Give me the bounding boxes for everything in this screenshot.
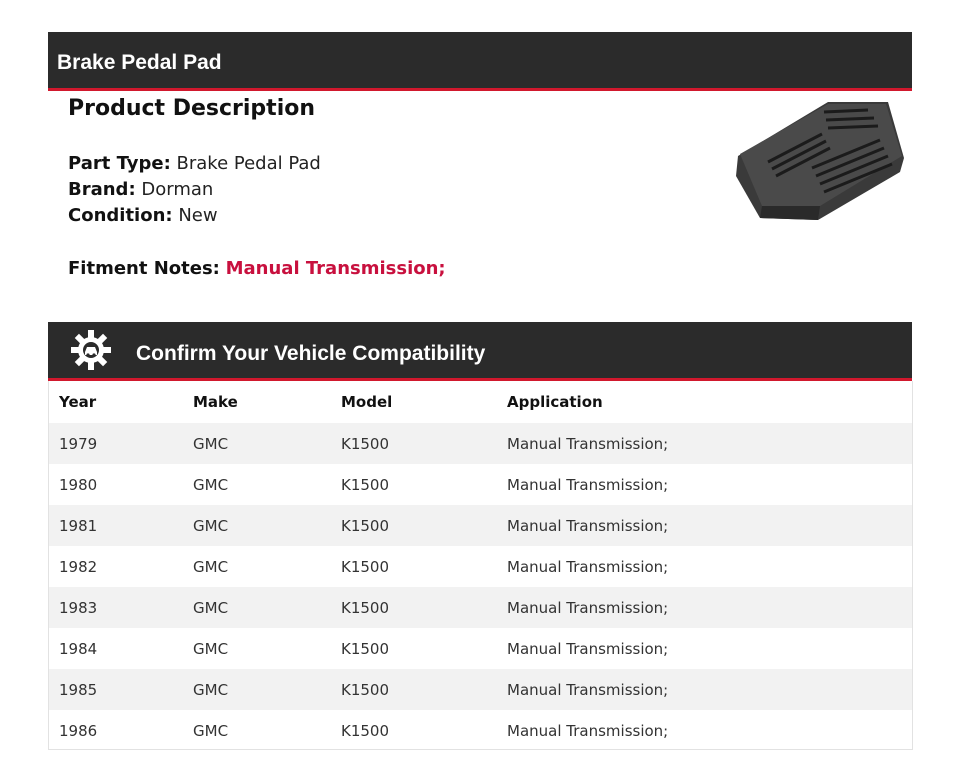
brand-label: Brand: — [68, 179, 136, 200]
cell-model: K1500 — [341, 475, 390, 494]
fitment-value: Manual Transmission; — [225, 258, 446, 279]
column-make: Make — [193, 393, 238, 411]
part-type-row — [68, 153, 321, 174]
cell-application: Manual Transmission; — [507, 587, 912, 628]
product-title: Brake Pedal Pad — [57, 51, 222, 74]
table-row — [49, 669, 912, 710]
table-row — [49, 587, 912, 628]
cell-model: K1500 — [341, 639, 390, 658]
table-header-row — [49, 381, 912, 423]
compatibility-header — [48, 322, 912, 381]
column-model: Model — [341, 393, 393, 411]
table-row — [49, 505, 912, 546]
cell-model: K1500 — [341, 557, 390, 576]
brand-value: Dorman — [141, 179, 214, 200]
condition-label: Condition: — [68, 205, 173, 226]
cell-application: Manual Transmission; — [507, 423, 912, 464]
cell-year: 1981 — [49, 505, 193, 546]
fitment-label: Fitment Notes: — [68, 258, 220, 279]
cell-year: 1983 — [49, 587, 193, 628]
cell-application: Manual Transmission; — [507, 721, 669, 740]
cell-application: Manual Transmission; — [507, 475, 669, 494]
cell-year: 1985 — [49, 669, 193, 710]
description-heading: Product Description — [68, 96, 316, 121]
cell-year: 1984 — [59, 639, 98, 658]
compatibility-table — [48, 381, 913, 750]
brand-row — [68, 179, 213, 200]
table-row — [49, 546, 912, 587]
part-type-label: Part Type: — [68, 153, 171, 174]
cell-year: 1979 — [49, 423, 193, 464]
column-application: Application — [507, 393, 603, 411]
cell-make: GMC — [193, 505, 341, 546]
condition-value: New — [178, 205, 218, 226]
fitment-row — [68, 258, 446, 279]
brake-pedal-pad-image — [728, 96, 908, 226]
table-row — [49, 628, 912, 669]
condition-row — [68, 205, 218, 226]
compatibility-title: Confirm Your Vehicle Compatibility — [136, 342, 486, 365]
cell-application: Manual Transmission; — [507, 669, 912, 710]
cell-model: K1500 — [341, 721, 390, 740]
cell-model: K1500 — [341, 669, 507, 710]
cell-make: GMC — [193, 639, 229, 658]
cell-year: 1982 — [59, 557, 98, 576]
cell-make: GMC — [193, 669, 341, 710]
title-bar — [48, 32, 912, 91]
column-year: Year — [59, 393, 97, 411]
part-type-value: Brake Pedal Pad — [176, 153, 321, 174]
table-row — [49, 423, 912, 464]
table-row — [49, 464, 912, 505]
cell-model: K1500 — [341, 505, 507, 546]
cell-application: Manual Transmission; — [507, 639, 669, 658]
cell-year: 1986 — [59, 721, 98, 740]
cell-year: 1980 — [59, 475, 98, 494]
cell-application: Manual Transmission; — [507, 557, 669, 576]
cell-make: GMC — [193, 557, 229, 576]
cell-application: Manual Transmission; — [507, 505, 912, 546]
table-row — [49, 710, 912, 751]
cell-make: GMC — [193, 475, 229, 494]
cell-make: GMC — [193, 721, 229, 740]
cell-model: K1500 — [341, 587, 507, 628]
cell-make: GMC — [193, 423, 341, 464]
cell-model: K1500 — [341, 423, 507, 464]
gear-car-icon — [70, 329, 112, 371]
cell-make: GMC — [193, 587, 341, 628]
